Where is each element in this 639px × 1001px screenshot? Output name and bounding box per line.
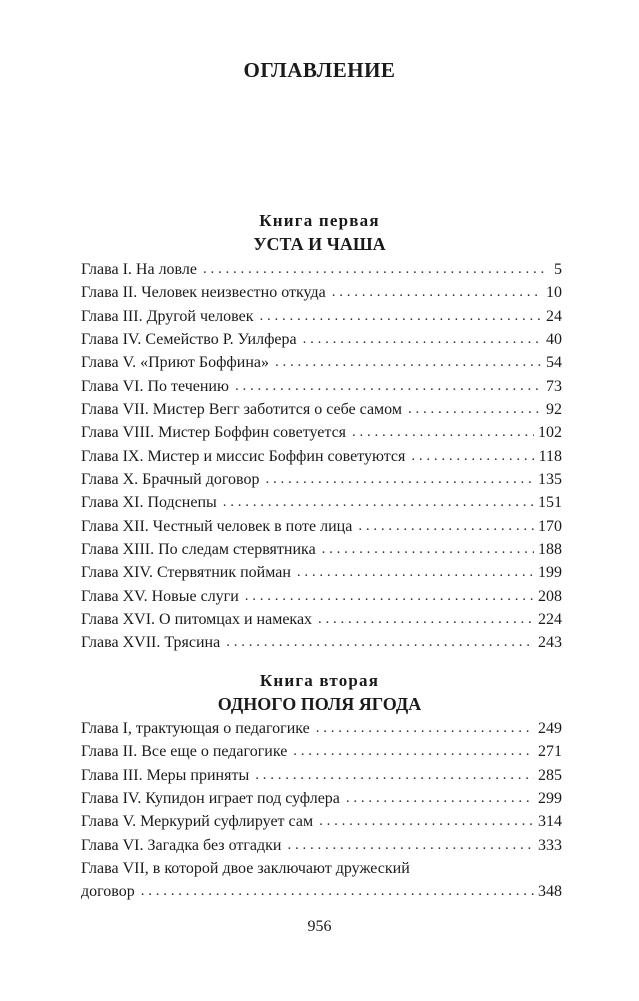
book1-label: Книга первая bbox=[259, 211, 380, 230]
toc-entry-title: Глава VI. Загадка без отгадки bbox=[81, 836, 282, 854]
toc-entry-page: 199 bbox=[538, 564, 562, 582]
dot-leader bbox=[287, 834, 534, 857]
toc-entry-title: Глава XVI. О питомцах и намеках bbox=[81, 610, 313, 628]
dot-leader bbox=[411, 445, 534, 468]
toc-entry bbox=[81, 281, 562, 304]
toc-entry bbox=[81, 810, 562, 833]
toc-entry bbox=[81, 561, 562, 584]
toc-entry-page: 102 bbox=[538, 424, 562, 442]
toc-entry-title: Глава V. Меркурий суфлирует сам bbox=[81, 813, 314, 831]
book2-chapter-list bbox=[81, 717, 562, 857]
dot-leader bbox=[358, 515, 534, 538]
dot-leader bbox=[297, 561, 534, 584]
toc-entry-page: 135 bbox=[538, 470, 562, 488]
toc-entry bbox=[81, 375, 562, 398]
dot-leader bbox=[245, 585, 534, 608]
dot-leader bbox=[352, 421, 534, 444]
toc-entry bbox=[81, 538, 562, 561]
toc-entry bbox=[81, 880, 562, 903]
dot-leader bbox=[293, 740, 534, 763]
toc-entry-title: Глава X. Брачный договор bbox=[81, 470, 260, 488]
dot-leader bbox=[332, 281, 542, 304]
toc-entry-title: Глава V. «Приют Боффина» bbox=[81, 354, 269, 372]
toc-entry-title: Глава XV. Новые слуги bbox=[81, 587, 239, 605]
toc-entry-page: 5 bbox=[554, 261, 562, 278]
dot-leader bbox=[408, 398, 542, 421]
toc-entry-page: 224 bbox=[538, 610, 562, 628]
book1-title: УСТА И ЧАША bbox=[253, 234, 386, 254]
dot-leader bbox=[318, 608, 534, 631]
toc-entry-page: 151 bbox=[538, 494, 562, 512]
dot-leader bbox=[223, 491, 534, 514]
book2-title: ОДНОГО ПОЛЯ ЯГОДА bbox=[217, 694, 422, 714]
toc-entry-title: Глава III. Меры приняты bbox=[81, 766, 250, 784]
toc-entry bbox=[81, 398, 562, 421]
dot-leader bbox=[319, 810, 534, 833]
toc-entry bbox=[81, 305, 562, 328]
toc-entry bbox=[81, 608, 562, 631]
toc-entry-title: Глава IX. Мистер и миссис Боффин советуются bbox=[81, 447, 406, 465]
toc-entry-title: договор bbox=[81, 883, 135, 901]
toc-entry-page: 54 bbox=[546, 354, 562, 372]
toc-entry-title: Глава VII. Мистер Вегг заботится о себе самом bbox=[81, 400, 402, 418]
toc-entry-page: 299 bbox=[538, 789, 562, 807]
dot-leader bbox=[303, 328, 542, 351]
toc-entry bbox=[81, 740, 562, 763]
toc-entry bbox=[81, 717, 562, 740]
toc-entry-title: Глава I, трактующая о педагогике bbox=[81, 720, 310, 737]
dot-leader bbox=[322, 538, 534, 561]
toc-entry-page: 170 bbox=[538, 517, 562, 535]
toc-entry bbox=[81, 787, 562, 810]
toc-entry-title: Глава XIV. Стервятник пойман bbox=[81, 564, 291, 582]
toc-entry bbox=[81, 328, 562, 351]
book2-heading bbox=[0, 670, 639, 716]
toc-entry-title: Глава IV. Семейство Р. Уилфера bbox=[81, 330, 297, 348]
dot-leader bbox=[226, 631, 534, 654]
toc-entry-page: 271 bbox=[538, 743, 562, 761]
dot-leader bbox=[141, 880, 534, 903]
toc-entry-line1: Глава VII, в которой двое заключают дружеский bbox=[81, 860, 410, 877]
toc-entry bbox=[81, 351, 562, 374]
toc-entry-title: Глава I. На ловле bbox=[81, 261, 197, 278]
toc-entry bbox=[81, 445, 562, 468]
dot-leader bbox=[316, 717, 534, 740]
toc-entry-title: Глава III. Другой человек bbox=[81, 307, 254, 325]
toc-entry-page: 348 bbox=[538, 883, 562, 901]
dot-leader bbox=[346, 787, 534, 810]
dot-leader bbox=[235, 375, 542, 398]
toc-title: ОГЛАВЛЕНИЕ bbox=[243, 58, 396, 82]
toc-entry bbox=[81, 585, 562, 608]
toc-entry-page: 24 bbox=[546, 307, 562, 325]
toc-entry bbox=[81, 764, 562, 787]
toc-entry-page: 333 bbox=[538, 836, 562, 854]
book1-chapter-list bbox=[81, 258, 562, 655]
toc-entry-page: 40 bbox=[546, 330, 562, 348]
book1-heading bbox=[0, 210, 639, 256]
toc-entry-title: Глава XII. Честный человек в поте лица bbox=[81, 517, 353, 535]
toc-entry-page: 92 bbox=[546, 400, 562, 418]
toc-entry-title: Глава VIII. Мистер Боффин советуется bbox=[81, 424, 347, 442]
dot-leader bbox=[259, 305, 542, 328]
toc-entry bbox=[81, 258, 562, 281]
toc-entry-page: 243 bbox=[538, 634, 562, 652]
toc-entry-page: 208 bbox=[538, 587, 562, 605]
toc-entry-title: Глава XVII. Трясина bbox=[81, 634, 221, 652]
toc-entry-title: Глава II. Все еще о педагогике bbox=[81, 743, 288, 761]
dot-leader bbox=[203, 258, 544, 281]
toc-entry-page: 188 bbox=[538, 540, 562, 558]
dot-leader bbox=[255, 764, 534, 787]
toc-entry-page: 10 bbox=[546, 284, 562, 302]
toc-entry-title: Глава II. Человек неизвестно откуда bbox=[81, 284, 326, 302]
toc-entry-page: 118 bbox=[538, 447, 562, 465]
toc-entry-page: 285 bbox=[538, 766, 562, 784]
toc-entry-page: 314 bbox=[538, 813, 562, 831]
toc-entry-page: 249 bbox=[538, 720, 562, 737]
book2-label: Книга вторая bbox=[259, 671, 380, 690]
toc-entry bbox=[81, 515, 562, 538]
toc-entry-title: Глава IV. Купидон играет под суфлера bbox=[81, 789, 340, 807]
toc-entry bbox=[81, 631, 562, 654]
toc-entry bbox=[81, 491, 562, 514]
toc-entry-title: Глава VI. По течению bbox=[81, 377, 229, 395]
dot-leader bbox=[275, 351, 542, 374]
toc-entry bbox=[81, 468, 562, 491]
book2-last-entry bbox=[81, 857, 562, 904]
toc-entry bbox=[81, 834, 562, 857]
toc-entry bbox=[81, 421, 562, 444]
toc-entry-title: Глава XI. Подснепы bbox=[81, 494, 217, 512]
page-number: 956 bbox=[307, 918, 332, 935]
dot-leader bbox=[265, 468, 534, 491]
toc-entry-title: Глава XIII. По следам стервятника bbox=[81, 540, 316, 558]
toc-entry-page: 73 bbox=[546, 377, 562, 395]
